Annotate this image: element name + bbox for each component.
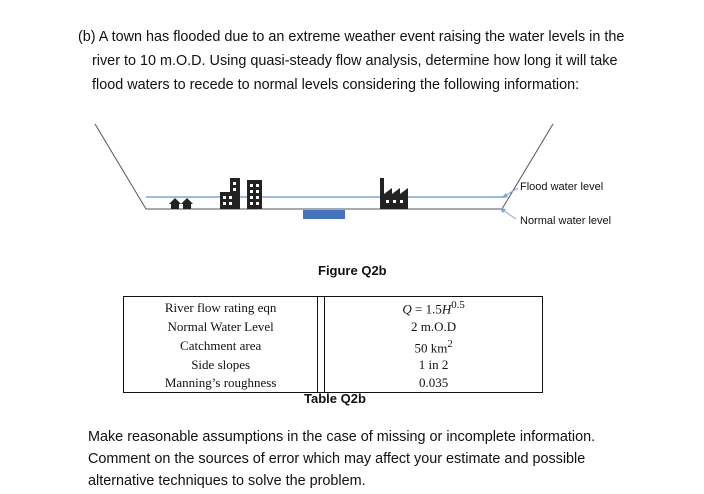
param-cell: Side slopes — [124, 356, 318, 374]
flood-water-level-label: Flood water level — [520, 181, 604, 193]
normal-level-arrow — [499, 208, 516, 219]
param-cell: Manning’s roughness — [124, 374, 318, 392]
table-row — [124, 356, 543, 374]
channel-bank-outline — [95, 124, 553, 209]
closing-line-2: Comment on the sources of error which may affect your estimate and possible — [88, 451, 586, 467]
closing-line-1: Make reasonable assumptions in the case of missing or incomplete information. — [88, 429, 596, 445]
table-row — [124, 318, 543, 336]
value-cell: 0.035 — [418, 375, 449, 391]
value-cell: 1 in 2 — [418, 357, 449, 373]
param-cell: Catchment area — [124, 336, 318, 357]
table-caption: Table Q2b — [304, 391, 366, 406]
table-row — [124, 297, 543, 318]
normal-water-level-label: Normal water level — [520, 215, 612, 227]
value-cell: 2 m.O.D — [411, 318, 457, 334]
table-row — [124, 336, 543, 357]
value-cell: $Q = 1.5H^{0.5}$ — [402, 299, 465, 317]
question-line-2: river to 10 m.O.D. Using quasi-steady flow analysis, determine how long it will take — [92, 53, 618, 69]
parameters-table — [123, 296, 543, 393]
question-line-3: flood waters to recede to normal levels considering the following information: — [92, 77, 580, 93]
value-cell: 50 $km^2$ — [414, 337, 453, 355]
houses-icon — [169, 198, 193, 209]
river-cross-section-diagram — [0, 120, 704, 250]
figure-caption: Figure Q2b — [318, 263, 387, 278]
question-line-1: (b) A town has flooded due to an extreme weather event raising the water levels in the — [78, 29, 625, 45]
param-cell: River flow rating eqn — [124, 297, 318, 318]
closing-line-3: alternative techniques to solve the problem. — [88, 473, 366, 489]
factory-icon — [380, 178, 408, 209]
closing-text — [88, 426, 688, 492]
buildings-icon — [220, 178, 262, 209]
param-cell: Normal Water Level — [124, 318, 318, 336]
river-water-body — [303, 210, 345, 219]
question-text — [78, 25, 678, 97]
table-row — [124, 374, 543, 392]
